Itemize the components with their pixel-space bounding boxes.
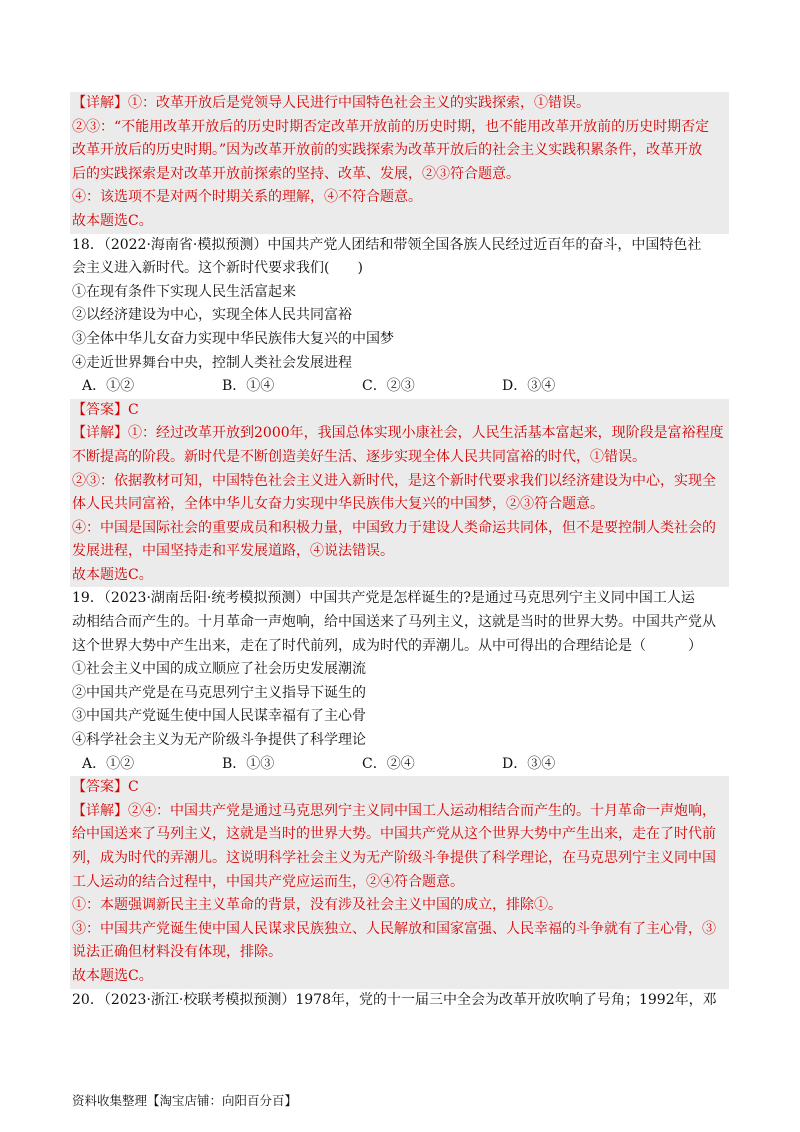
statement-item: ③中国共产党诞生使中国人民谋幸福有了主心骨 <box>72 708 366 725</box>
option-b: B．①③ <box>222 755 275 772</box>
options-row <box>72 375 727 399</box>
conclusion-line: 故本题选C。 <box>72 212 153 229</box>
question-stem-line: 会主义进入新时代。这个新时代要求我们( ) <box>72 260 363 277</box>
statement-item: ④科学社会主义为无产阶级斗争提供了科学理论 <box>72 732 366 749</box>
option-c: C．②④ <box>362 755 415 772</box>
analysis-line: ③：中国共产党诞生使中国人民谋求民族独立、人民解放和国家富强、人民幸福的斗争就有了主心骨，③ <box>72 920 716 937</box>
question-stem-line: 动相结合而产生的。十月革命一声炮响，给中国送来了马列主义，这就是当时的世界大势。中国共产党从 <box>72 614 716 631</box>
option-d: D．③④ <box>502 378 556 395</box>
analysis-line: 改革开放后的历史时期。”因为改革开放前的实践探索为改革开放后的社会主义实践积累条件，改革开放 <box>72 142 703 159</box>
analysis-line: 不断提高的阶段。新时代是不断创造美好生活、逐步实现全体人民共同富裕的时代，①错误。 <box>72 448 646 465</box>
analysis-line: 给中国送来了马列主义，这就是当时的世界大势。中国共产党从这个世界大势中产生出来，走在了时代前 <box>72 826 716 843</box>
option-a: A．①② <box>82 378 135 395</box>
statement-item: ①在现有条件下实现人民生活富起来 <box>72 283 296 300</box>
question-20 <box>72 989 727 1013</box>
q17-analysis-block <box>70 92 729 234</box>
analysis-line: 发展进程，中国坚持走和平发展道路，④说法错误。 <box>72 543 394 560</box>
question-stem-line: 20．（2023·浙江·校联考模拟预测）1978年，党的十一届三中全会为改革开放吹响了号角；1992年，邓 <box>72 991 717 1008</box>
statement-item: ②中国共产党是在马克思列宁主义指导下诞生的 <box>72 684 366 701</box>
answer-line: 【答案】C <box>72 779 139 796</box>
document-page <box>72 92 727 1012</box>
statement-item: ④走近世界舞台中央，控制人类社会发展进程 <box>72 354 352 371</box>
q19-answer-block <box>70 776 729 988</box>
option-a: A．①② <box>82 755 135 772</box>
analysis-line: ②③：依据教材可知，中国特色社会主义进入新时代，是这个新时代要求我们以经济建设为中心，实现全 <box>72 472 716 489</box>
page-footer: 资料收集整理【淘宝店铺：向阳百分百】 <box>72 1093 298 1108</box>
answer-line: 【答案】C <box>72 401 139 418</box>
option-b: B．①④ <box>222 378 275 395</box>
statement-item: ①社会主义中国的成立顺应了社会历史发展潮流 <box>72 661 366 678</box>
option-d: D．③④ <box>502 755 556 772</box>
question-19 <box>72 587 727 776</box>
analysis-line: 【详解】①：改革开放后是党领导人民进行中国特色社会主义的实践探索，①错误。 <box>72 95 590 111</box>
statement-item: ②以经济建设为中心，实现全体人民共同富裕 <box>72 307 352 324</box>
analysis-line: ④：该选项不是对两个时期关系的理解，④不符合题意。 <box>72 189 422 206</box>
options-row <box>72 753 727 777</box>
analysis-line: 【详解】①：经过改革开放到2000年，我国总体实现小康社会，人民生活基本富起来，现阶段是富裕程度 <box>72 425 724 442</box>
analysis-line: 后的实践探索是对改革开放前探索的坚持、改革、发展，②③符合题意。 <box>72 165 520 182</box>
analysis-line: ①：本题强调新民主主义革命的背景，没有涉及社会主义中国的成立，排除①。 <box>72 897 562 914</box>
option-c: C．②③ <box>362 378 415 395</box>
analysis-line: 说法正确但材料没有体现，排除。 <box>72 944 282 961</box>
question-18 <box>72 234 727 399</box>
analysis-line: 列，成为时代的弄潮儿。这说明科学社会主义为无产阶级斗争提供了科学理论，在马克思列宁主义同中国 <box>72 850 716 866</box>
analysis-line: 工人运动的结合过程中，中国共产党应运而生，②④符合题意。 <box>72 873 464 890</box>
conclusion-line: 故本题选C。 <box>72 566 153 583</box>
analysis-line: 体人民共同富裕，全体中华儿女奋力实现中华民族伟大复兴的中国梦，②③符合题意。 <box>72 496 604 513</box>
analysis-line: ②③：“不能用改革开放后的历史时期否定改革开放前的历史时期，也不能用改革开放前的历史时期否定 <box>72 118 710 135</box>
question-stem-line: 这个世界大势中产生出来，走在了时代前列，成为时代的弄潮儿。从中可得出的合理结论是（ ） <box>72 637 702 654</box>
statement-item: ③全体中华儿女奋力实现中华民族伟大复兴的中国梦 <box>72 330 394 347</box>
analysis-line: ④：中国是国际社会的重要成员和积极力量，中国致力于建设人类命运共同体，但不是要控制人类社会的 <box>72 519 716 536</box>
q18-answer-block <box>70 399 729 588</box>
question-stem-line: 18．（2022·海南省·模拟预测）中国共产党人团结和带领全国各族人民经过近百年的奋斗，中国特色社 <box>72 236 702 253</box>
conclusion-line: 故本题选C。 <box>72 967 153 984</box>
question-stem-line: 19．（2023·湖南岳阳·统考模拟预测）中国共产党是怎样诞生的?是通过马克思列宁主义同中国工人运 <box>72 590 695 607</box>
analysis-line: 【详解】②④：中国共产党是通过马克思列宁主义同中国工人运动相结合而产生的。十月革命一声炮响， <box>72 802 716 819</box>
